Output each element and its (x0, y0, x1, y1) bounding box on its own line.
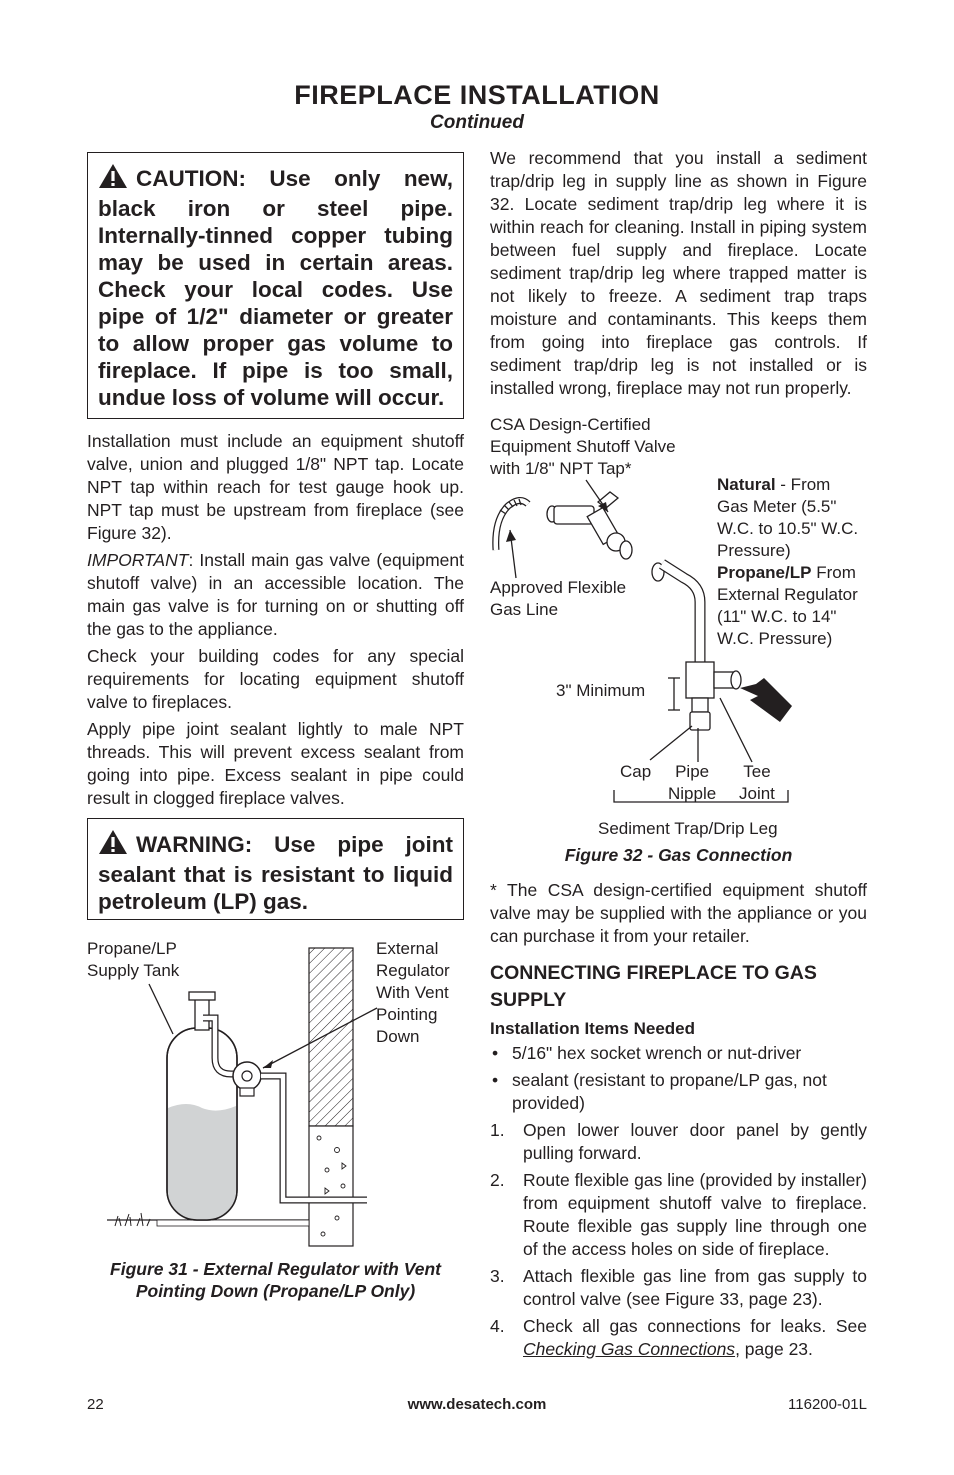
warning-triangle-icon (98, 163, 128, 195)
natural-bold: Natural (717, 475, 776, 494)
footnote: * The CSA design-certified equipment shutoff valve may be supplied with the appliance or you can purchase it from your retailer. (490, 880, 867, 946)
figure-31-caption: Figure 31 - External Regulator with Vent Pointing Down (Propane/LP Only) (110, 1259, 441, 1301)
checking-gas-connections-link[interactable]: Checking Gas Connections (523, 1339, 736, 1359)
label-cap: Cap (620, 762, 652, 781)
paragraph-shutoff: Installation must include an equipment shutoff valve, union and plugged 1/8" NPT tap. Locate NPT tap within reach for test gauge hook up. NPT tap must be upstream from fireplace (see Figure 32). (87, 431, 464, 543)
important-text: : Install main gas valve (equipment shutoff valve) in an accessible location. The main gas valve is for turning on or shutting off the gas to the appliance. (87, 550, 464, 639)
section-heading-connecting: CONNECTING FIREPLACE TO GAS SUPPLY (490, 962, 817, 1011)
step-item: 4. Check all gas connections for leaks. See Checking Gas Connections, page 23. (490, 1316, 867, 1359)
label-supply-tank: Propane/LP Supply Tank (87, 939, 180, 980)
label-natural-propane: Natural - From Gas Meter (5.5" W.C. to 10.5" W.C. Pressure) Propane/LP From External Regulator (11" W.C. to 14" W.C. Pressure) (717, 475, 859, 648)
caution-text: CAUTION: Use only new, black iron or steel pipe. Internally-tinned copper tubing may be used in certain areas. Check your local codes. Use pipe of 1/2" diameter or greater to allow proper gas volume to fireplace. If pipe is too small, undue loss of volume will occur. (98, 166, 453, 410)
warning-box (87, 818, 464, 920)
warning-triangle-icon (98, 829, 128, 861)
step-item: 2. Route flexible gas line (provided by installer) from equipment shutoff valve to fireplace. Route flexible gas supply line through one of the access holes on side of fireplace. (490, 1170, 867, 1259)
step-item: 3. Attach flexible gas line from gas supply to control valve (see Figure 33, page 23). (490, 1266, 867, 1309)
list-item: • sealant (resistant to propane/LP gas, not provided) (490, 1069, 867, 1115)
page-title: FIREPLACE INSTALLATION (294, 80, 660, 110)
figure-31 (87, 938, 467, 1248)
right-column-lower (490, 879, 867, 1365)
warning-text: WARNING: Use pipe joint sealant that is resistant to liquid petroleum (LP) gas. (98, 832, 453, 914)
paragraph-sediment-trap: We recommend that you install a sediment trap/drip leg in supply line as shown in Figure 32. Locate sediment trap/drip leg where it is within reach for cleaning. Install in piping system between fuel supply and fireplace. Locate sediment trap/drip leg where trapped matter is not likely to freeze. A sediment trap traps moisture and contaminants. This keeps them from going into fireplace gas controls. If sediment trap/drip leg is not installed or is installed wrong, fireplace may not run properly. (490, 148, 867, 398)
installation-items-heading: Installation Items Needed (490, 1019, 695, 1038)
label-external-regulator: External Regulator With Vent Pointing Down (376, 939, 450, 1046)
label-pipe-nipple: Pipe Nipple (668, 762, 717, 803)
page-number: 22 (87, 1396, 104, 1413)
label-sediment-trap: Sediment Trap/Drip Leg (598, 819, 778, 838)
caution-box (87, 152, 464, 419)
paragraph-sealant: Apply pipe joint sealant lightly to male NPT threads. This will prevent excess sealant from going into pipe. Excess sealant in pipe could result in clogged fireplace valves. (87, 719, 464, 808)
paragraph-important (87, 549, 464, 641)
label-tee-joint: Tee Joint (739, 762, 775, 803)
step-item: 1. Open lower louver door panel by gently pulling forward. (490, 1120, 867, 1163)
figure-32 (488, 410, 888, 840)
items-needed-list (490, 1042, 867, 1115)
propane-bold: Propane/LP (717, 563, 812, 582)
figure-32-caption: Figure 32 - Gas Connection (564, 845, 793, 865)
left-column-text (87, 430, 464, 814)
right-column-sediment-text (490, 147, 867, 404)
paragraph-building-codes: Check your building codes for any special requirements for locating equipment shutoff valve to fireplaces. (87, 646, 464, 712)
document-number: 116200-01L (788, 1396, 867, 1413)
website: www.desatech.com (407, 1396, 547, 1413)
steps-list (490, 1119, 867, 1361)
important-label: IMPORTANT (87, 550, 189, 570)
list-item: • 5/16" hex socket wrench or nut-driver (490, 1042, 867, 1065)
label-3-inch-minimum: 3" Minimum (556, 681, 646, 700)
label-flexible-gas-line: Approved Flexible Gas Line (490, 578, 627, 619)
page-subtitle: Continued (430, 112, 524, 133)
label-shutoff-valve: CSA Design-Certified Equipment Shutoff Valve with 1/8" NPT Tap* (490, 415, 676, 478)
